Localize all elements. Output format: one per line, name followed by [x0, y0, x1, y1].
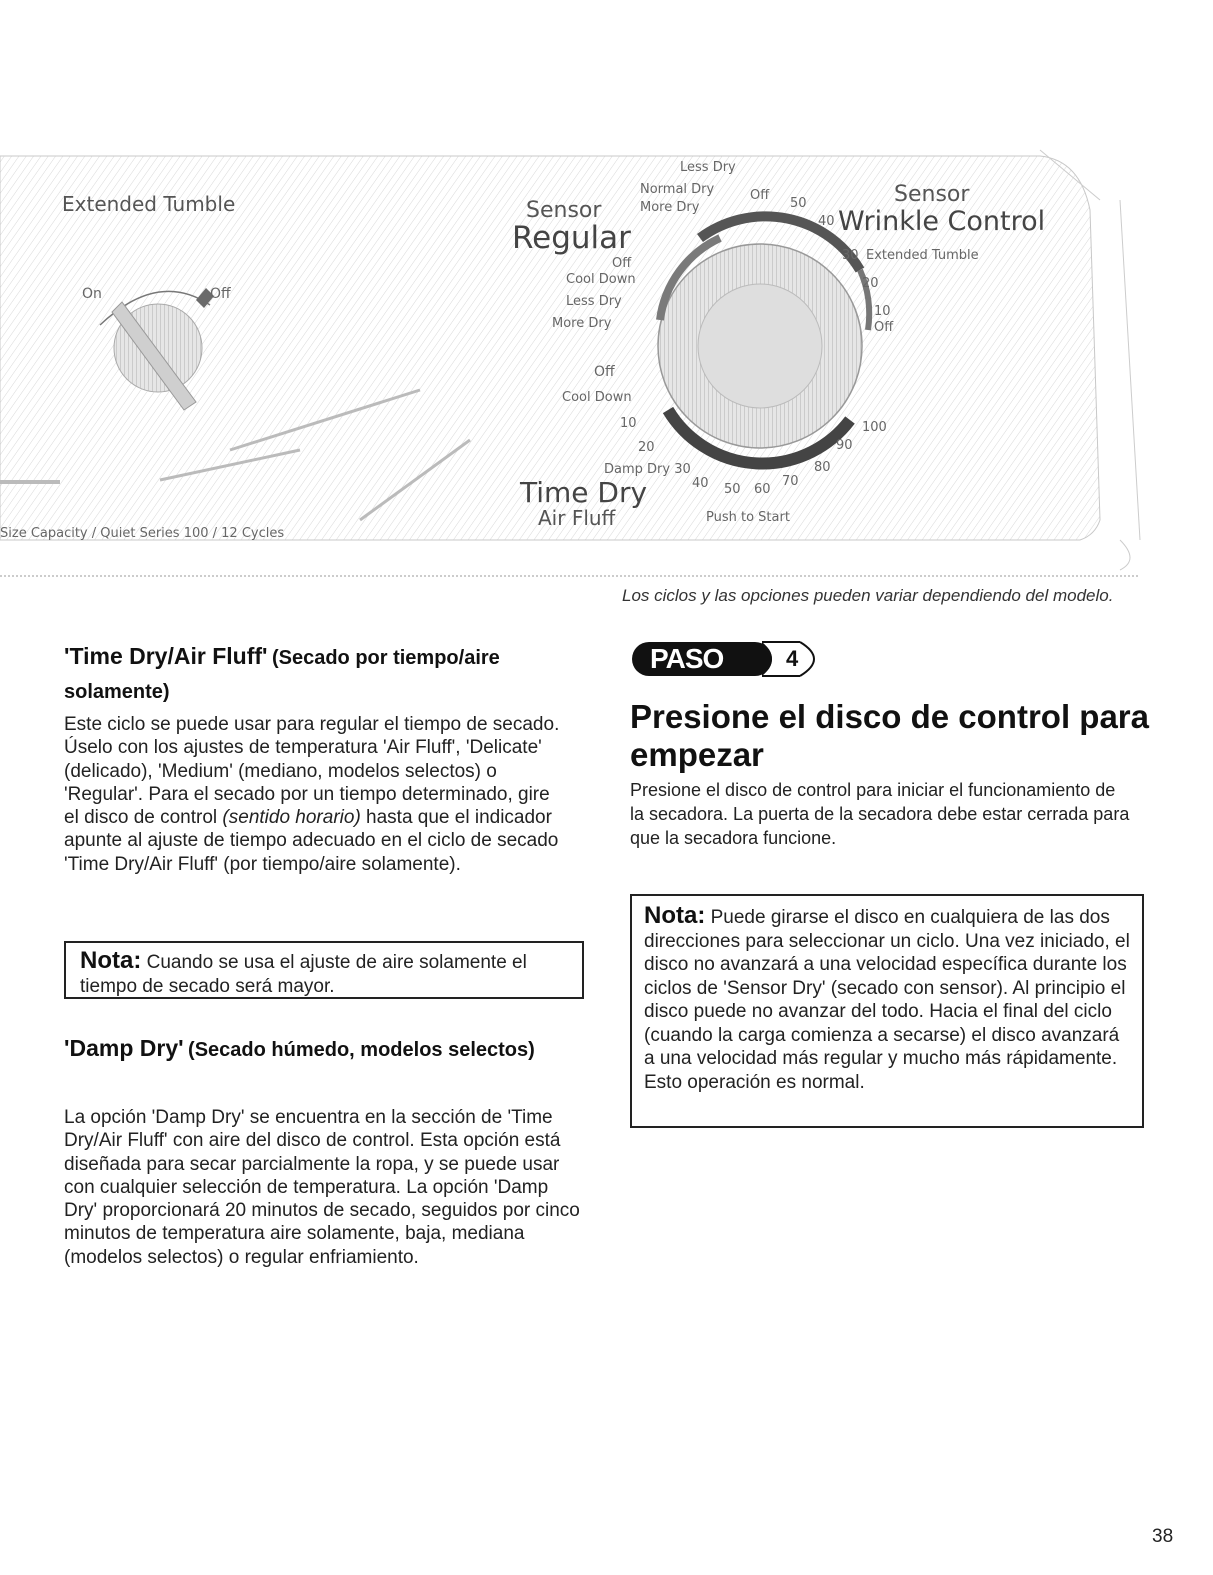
paso-badge [630, 638, 850, 682]
control-panel-illustration [0, 120, 1213, 600]
capacity-text: Size Capacity / Quiet Series 100 / 12 Cycles [0, 526, 285, 541]
time-90: 90 [836, 438, 853, 453]
time-100: 100 [862, 420, 887, 435]
section1-body-italic: (sentido horario) [222, 807, 361, 829]
step4-body: Presione el disco de control para iniciar el funcionamiento de la secadora. La puerta de la secadora debe estar cerrada para que la secadora funcione. [630, 780, 1130, 848]
time-50: 50 [724, 482, 741, 497]
regular-more-dry: More Dry [552, 316, 612, 331]
wrinkle-30: 30 [842, 248, 859, 263]
more-dry-top: More Dry [640, 200, 700, 215]
time-10: 10 [620, 416, 637, 431]
time-40: 40 [692, 476, 709, 491]
on-label: On [82, 286, 102, 302]
time-off: Off [594, 364, 615, 380]
time-80: 80 [814, 460, 831, 475]
time-20: 20 [638, 440, 655, 455]
regular-cool-down: Cool Down [566, 272, 636, 287]
wrinkle-extended-tumble: Extended Tumble [866, 248, 979, 263]
off-top: Off [750, 188, 770, 203]
nota2-label: Nota: [644, 902, 706, 929]
section2-body: La opción 'Damp Dry' se encuentra en la sección de 'Time Dry/Air Fluff' con aire del disco de control. Esta opción está diseñada para secar parcialmente la ropa, y se puede usar con cualquier selección de temperatura. La opción 'Damp Dry' proporcionará 20 minutos de secado, seguidos por cinco minutos de temperatura aire solamente, baja, mediana (modelos selectos) o regular enfriamiento. [64, 1107, 580, 1268]
time-70: 70 [782, 474, 799, 489]
damp-dry-30: Damp Dry 30 [604, 462, 691, 477]
air-fluff-label: Air Fluff [538, 506, 616, 530]
section1-heading [64, 640, 584, 710]
section2-title-sub: (Secado húmedo, modelos selectos) [188, 1039, 535, 1061]
regular-off: Off [612, 256, 632, 271]
time-60: 60 [754, 482, 771, 497]
nota1-box [64, 941, 584, 999]
sensor-regular-sensor: Sensor [526, 198, 602, 223]
section2-title: 'Damp Dry' [64, 1035, 184, 1061]
step4-title: Presione el disco de control para empezar [630, 698, 1149, 773]
section1-title: 'Time Dry/Air Fluff' [64, 643, 268, 669]
off-label: Off [210, 286, 231, 302]
paso-label: PASO [650, 643, 724, 674]
regular-less-dry: Less Dry [566, 294, 622, 309]
wrinkle-40: 40 [818, 214, 835, 229]
extended-tumble-title: Extended Tumble [62, 192, 236, 216]
push-to-start: Push to Start [706, 510, 790, 525]
wrinkle-10: 10 [874, 304, 891, 319]
less-dry-top: Less Dry [680, 160, 736, 175]
nota1-label: Nota: [80, 947, 142, 974]
page-number: 38 [1152, 1526, 1174, 1547]
nota2-box [630, 894, 1144, 1128]
section1-body-a: Este ciclo se puede usar para regular el tiempo de secado. Úselo con los ajustes de temperatura 'Air Fluff', 'Delicate' (delicado), 'Medium' (mediano, modelos selectos) o 'Regular'. Para el secado por un tiempo determinado, gire el disco de control [64, 714, 560, 829]
normal-dry-top: Normal Dry [640, 182, 715, 197]
paso-number: 4 [786, 646, 799, 671]
panel-caption: Los ciclos y las opciones pueden variar dependiendo del modelo. [622, 586, 1114, 605]
wrinkle-off: Off [874, 320, 894, 335]
time-cool-down: Cool Down [562, 390, 632, 405]
nota1-text: Cuando se usa el ajuste de aire solamente el tiempo de secado será mayor. [80, 952, 527, 997]
sensor-wrinkle-sensor: Sensor [894, 182, 970, 207]
section1-body [64, 713, 564, 876]
wrinkle-20: 20 [862, 276, 879, 291]
nota2-text: Puede girarse el disco en cualquiera de las dos direcciones para seleccionar un ciclo. Una vez iniciado, el disco no avanzará a una velocidad específica durante los ciclos de 'Sensor Dry' (secado con sensor). Al principio el disco puede no avanzar del todo. Hacia el final del ciclo (cuando la carga comienza a secarse) el disco avanzará a una velocidad más regular y mucho más rápidamente. Esto operación es normal. [644, 907, 1130, 1093]
sensor-regular-label: Regular [512, 220, 631, 256]
time-dry-label: Time Dry [520, 476, 648, 509]
section1-title-sub: (Secado por tiempo/aire solamente) [64, 647, 500, 703]
wrinkle-control-label: Wrinkle Control [838, 206, 1046, 237]
wrinkle-50: 50 [790, 196, 807, 211]
section2-heading [64, 1032, 584, 1068]
section1-body-b: hasta que el indicador apunte al ajuste de tiempo adecuado en el ciclo de secado 'Time Dry/Air Fluff' (por tiempo/aire solamente). [64, 807, 559, 875]
